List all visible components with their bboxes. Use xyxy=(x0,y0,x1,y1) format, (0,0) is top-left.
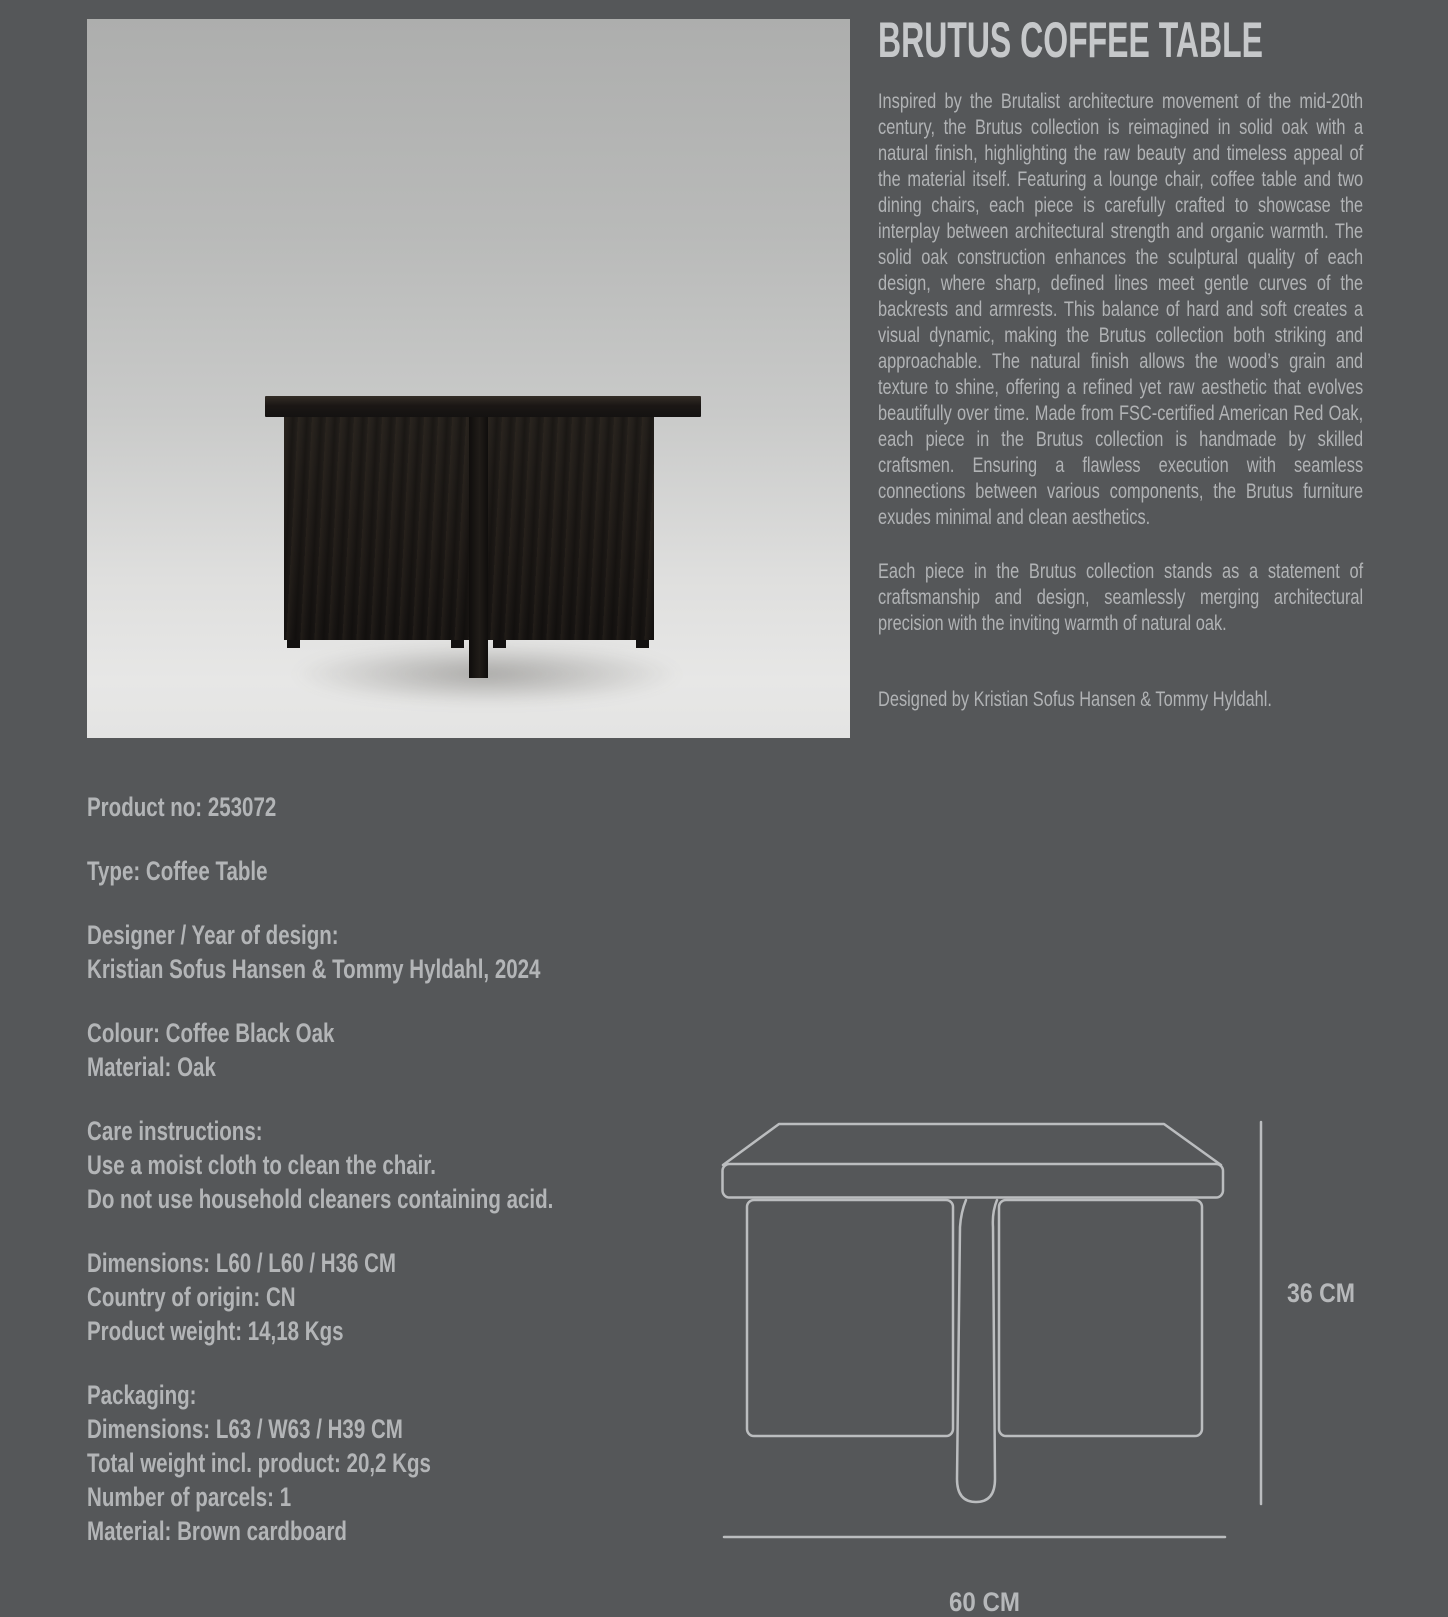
table-foot xyxy=(451,640,464,648)
detail-group-type xyxy=(87,854,634,888)
detail-group-dimensions xyxy=(87,1246,634,1348)
detail-line: Material: Brown cardboard xyxy=(87,1516,347,1546)
table-top-slab xyxy=(265,396,701,417)
dimension-drawing xyxy=(640,1060,1448,1617)
detail-line: Dimensions: L63 / W63 / H39 CM xyxy=(87,1414,403,1444)
drawing-center-leg xyxy=(957,1200,997,1502)
detail-line: Product no: 253072 xyxy=(87,792,277,822)
detail-group-product-no xyxy=(87,790,634,824)
detail-line: Care instructions: xyxy=(87,1116,263,1146)
detail-line: Do not use household cleaners containing acid. xyxy=(87,1184,554,1214)
drawing-right-panel xyxy=(999,1200,1202,1436)
detail-line: Number of parcels: 1 xyxy=(87,1482,292,1512)
description-column xyxy=(878,14,1363,713)
detail-line: Designer / Year of design: xyxy=(87,920,339,950)
detail-line: Use a moist cloth to clean the chair. xyxy=(87,1150,436,1180)
table-left-panel xyxy=(284,417,469,640)
description-paragraph-1: Inspired by the Brutalist architecture movement of the mid-20th century, the Brutus collection is reimagined in solid oak with a natural finish, highlighting the raw beauty and timeless appeal of the material itself. Featuring a lounge chair, coffee table and two dining chairs, each piece is carefully crafted to showcase the interplay between architectural strength and organic warmth. The solid oak construction enhances the sculptural quality of each design, where sharp, defined lines meet gentle curves of the backrests and armrests. This balance of hard and soft creates a visual dynamic, making the Brutus collection both striking and approachable. The natural finish allows the wood’s grain and texture to shine, offering a refined yet raw aesthetic that evolves beautifully over time. Made from FSC-certified American Red Oak, each piece in the Brutus collection is handmade by skilled craftsmen. Ensuring a flawless execution with seamless connections between various components, the Brutus furniture exudes minimal and clean aesthetics. xyxy=(878,90,1364,529)
detail-line: Kristian Sofus Hansen & Tommy Hyldahl, 2024 xyxy=(87,954,541,984)
detail-group-designer xyxy=(87,918,634,986)
detail-group-care xyxy=(87,1114,634,1216)
drawing-tabletop-edge xyxy=(723,1164,1224,1198)
table-right-panel xyxy=(488,417,654,640)
page-title: BRUTUS COFFEE TABLE xyxy=(878,12,1263,68)
table-foot xyxy=(636,640,649,648)
detail-line: Packaging: xyxy=(87,1380,197,1410)
width-dimension-label: 60 CM xyxy=(949,1587,1020,1617)
detail-line: Product weight: 14,18 Kgs xyxy=(87,1316,344,1346)
table-foot xyxy=(287,640,300,648)
height-dimension-label: 36 CM xyxy=(1287,1278,1355,1308)
designer-byline: Designed by Kristian Sofus Hansen & Tommy Hyldahl. xyxy=(878,688,1272,711)
detail-group-packaging xyxy=(87,1378,634,1548)
description-paragraph-2: Each piece in the Brutus collection stands as a statement of craftsmanship and design, seamlessly merging architectural precision with the inviting warmth of natural oak. xyxy=(878,560,1364,635)
drawing-tabletop-surface xyxy=(723,1124,1221,1165)
detail-line: Colour: Coffee Black Oak xyxy=(87,1018,335,1048)
detail-group-colour-material xyxy=(87,1016,634,1084)
table-foot xyxy=(493,640,506,648)
drawing-left-panel xyxy=(747,1200,953,1436)
detail-line: Country of origin: CN xyxy=(87,1282,296,1312)
table-center-leg xyxy=(469,417,488,678)
detail-line: Total weight incl. product: 20,2 Kgs xyxy=(87,1448,431,1478)
detail-line: Type: Coffee Table xyxy=(87,856,268,886)
product-details xyxy=(87,790,634,1578)
detail-line: Dimensions: L60 / L60 / H36 CM xyxy=(87,1248,397,1278)
product-photo xyxy=(87,19,850,738)
detail-line: Material: Oak xyxy=(87,1052,216,1082)
